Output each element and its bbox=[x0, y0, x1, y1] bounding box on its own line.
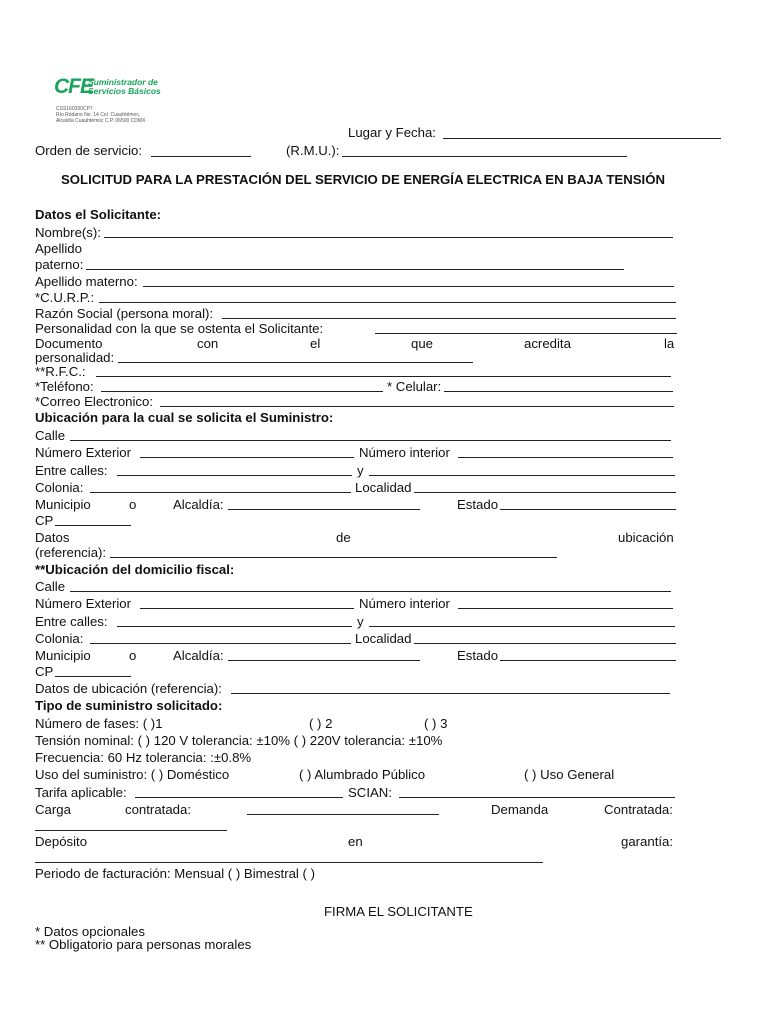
fiscal-colonia-label: Colonia: bbox=[35, 631, 84, 646]
fiscal-num-ext-field[interactable] bbox=[140, 608, 354, 609]
telefono-label: *Teléfono: bbox=[35, 379, 94, 394]
referencia-field[interactable] bbox=[110, 557, 557, 558]
tarifa-label: Tarifa aplicable: bbox=[35, 785, 127, 800]
deposito-word-1: Depósito bbox=[35, 834, 88, 849]
fiscal-colonia-field[interactable] bbox=[90, 643, 351, 644]
num-int-label: Número interior bbox=[359, 445, 450, 460]
num-ext-field[interactable] bbox=[140, 457, 354, 458]
carga-word-2: contratada: bbox=[125, 802, 191, 817]
carga-word-1: Carga bbox=[35, 802, 71, 817]
fiscal-localidad-field[interactable] bbox=[414, 643, 676, 644]
deposito-word-2: en bbox=[348, 834, 363, 849]
nota-opcionales: * Datos opcionales bbox=[35, 924, 145, 939]
alcaldia-label: Alcaldía: bbox=[173, 497, 224, 512]
rfc-label: **R.F.C.: bbox=[35, 364, 86, 379]
datos-ubicacion-word-2: de bbox=[336, 530, 351, 545]
periodo-facturacion[interactable]: Periodo de facturación: Mensual ( ) Bimestral ( ) bbox=[35, 866, 315, 881]
logo-address-3: Alcaldía Cuauhtémoc C.P. 06500 CDMX bbox=[56, 118, 146, 124]
correo-field[interactable] bbox=[160, 406, 674, 407]
uso-alumbrado-option[interactable]: ( ) Alumbrado Público bbox=[299, 767, 426, 782]
section-heading-solicitante: Datos el Solicitante: bbox=[35, 207, 162, 222]
fases-option-1[interactable]: Número de fases: ( )1 bbox=[35, 716, 163, 731]
num-int-field[interactable] bbox=[458, 457, 673, 458]
localidad-field[interactable] bbox=[414, 492, 676, 493]
calle-field[interactable] bbox=[70, 440, 671, 441]
razon-social-field[interactable] bbox=[222, 318, 676, 319]
documento-word-6: la bbox=[664, 336, 675, 351]
documento-word-5: acredita bbox=[524, 336, 571, 351]
datos-ubicacion-word-1: Datos bbox=[35, 530, 70, 545]
fiscal-calle-field[interactable] bbox=[70, 591, 671, 592]
scian-label: SCIAN: bbox=[348, 785, 392, 800]
personalidad-field[interactable] bbox=[375, 333, 677, 334]
fiscal-num-int-label: Número interior bbox=[359, 596, 450, 611]
tarifa-field[interactable] bbox=[135, 797, 343, 798]
fiscal-entre-calles-field-2[interactable] bbox=[369, 626, 675, 627]
section-heading-fiscal: **Ubicación del domicilio fiscal: bbox=[35, 562, 235, 577]
apellido-materno-label: Apellido materno: bbox=[35, 274, 138, 289]
nombre-label: Nombre(s): bbox=[35, 225, 101, 240]
nota-obligatorio: ** Obligatorio para personas morales bbox=[35, 937, 252, 952]
logo-address-2: Río Ródano No. 14 Col. Cuauhtémoc, bbox=[56, 112, 141, 118]
cfe-logo bbox=[54, 74, 184, 104]
deposito-field[interactable] bbox=[35, 862, 543, 863]
firma-label: FIRMA EL SOLICITANTE bbox=[324, 904, 473, 919]
fiscal-referencia-label: Datos de ubicación (referencia): bbox=[35, 681, 222, 696]
colonia-label: Colonia: bbox=[35, 480, 84, 495]
logo-text: Suministrador de Servicios Básicos bbox=[88, 77, 161, 96]
fases-option-2[interactable]: ( ) 2 bbox=[309, 716, 333, 731]
rmu-field[interactable] bbox=[342, 156, 627, 157]
municipio-o: o bbox=[129, 497, 137, 512]
celular-label: * Celular: bbox=[387, 379, 442, 394]
localidad-label: Localidad bbox=[355, 480, 412, 495]
curp-label: *C.U.R.P.: bbox=[35, 290, 95, 305]
fiscal-localidad-label: Localidad bbox=[355, 631, 412, 646]
colonia-field[interactable] bbox=[90, 492, 351, 493]
fiscal-estado-field[interactable] bbox=[500, 660, 676, 661]
orden-servicio-label: Orden de servicio: bbox=[35, 143, 143, 158]
uso-domestico-option[interactable]: Uso del suministro: ( ) Doméstico bbox=[35, 767, 230, 782]
cp-label: CP bbox=[35, 513, 54, 528]
num-ext-label: Número Exterior bbox=[35, 445, 132, 460]
fiscal-cp-label: CP bbox=[35, 664, 54, 679]
documento-word-4: que bbox=[411, 336, 434, 351]
estado-field[interactable] bbox=[500, 509, 676, 510]
personalidad-label: Personalidad con la que se ostenta el Solicitante: bbox=[35, 321, 324, 336]
rmu-label: (R.M.U.): bbox=[286, 143, 340, 158]
entre-calles-field-2[interactable] bbox=[369, 475, 675, 476]
referencia-label: (referencia): bbox=[35, 545, 107, 560]
demanda-field[interactable] bbox=[35, 830, 227, 831]
curp-field[interactable] bbox=[99, 302, 676, 303]
fiscal-entre-calles-label: Entre calles: bbox=[35, 614, 108, 629]
carga-field[interactable] bbox=[247, 814, 439, 815]
documento-word-3: el bbox=[310, 336, 321, 351]
lugar-fecha-label: Lugar y Fecha: bbox=[348, 125, 436, 140]
documento-word-1: Documento bbox=[35, 336, 103, 351]
documento-label-2: personalidad: bbox=[35, 350, 115, 365]
correo-label: *Correo Electronico: bbox=[35, 394, 154, 409]
section-heading-suministro: Tipo de suministro solicitado: bbox=[35, 698, 223, 713]
fiscal-estado-label: Estado bbox=[457, 648, 499, 663]
apellido-paterno-label-2: paterno: bbox=[35, 257, 84, 272]
lugar-fecha-field[interactable] bbox=[443, 138, 721, 139]
entre-calles-label: Entre calles: bbox=[35, 463, 108, 478]
entre-calles-y: y bbox=[357, 463, 364, 478]
apellido-paterno-field[interactable] bbox=[86, 269, 624, 270]
documento-word-2: con bbox=[197, 336, 219, 351]
fiscal-alcaldia-field[interactable] bbox=[228, 660, 420, 661]
apellido-paterno-label-1: Apellido bbox=[35, 241, 82, 256]
frecuencia-text: Frecuencia: 60 Hz tolerancia: :±0.8% bbox=[35, 750, 252, 765]
celular-field[interactable] bbox=[444, 391, 673, 392]
alcaldia-field[interactable] bbox=[228, 509, 420, 510]
cp-field[interactable] bbox=[55, 525, 131, 526]
deposito-word-3: garantía: bbox=[621, 834, 674, 849]
fiscal-municipio-o: o bbox=[129, 648, 137, 663]
fiscal-municipio-label: Municipio bbox=[35, 648, 91, 663]
carga-word-4: Contratada: bbox=[604, 802, 673, 817]
logo-address-1: CSS160330CP7 bbox=[56, 106, 93, 112]
fiscal-calle-label: Calle bbox=[35, 579, 66, 594]
uso-general-option[interactable]: ( ) Uso General bbox=[524, 767, 615, 782]
documento-field[interactable] bbox=[118, 362, 473, 363]
datos-ubicacion-word-3: ubicación bbox=[618, 530, 674, 545]
calle-label: Calle bbox=[35, 428, 66, 443]
fiscal-num-int-field[interactable] bbox=[458, 608, 673, 609]
estado-label: Estado bbox=[457, 497, 499, 512]
form-title: SOLICITUD PARA LA PRESTACIÓN DEL SERVICIO DE ENERGÍA ELECTRICA EN BAJA TENSIÓN bbox=[61, 172, 665, 187]
fases-option-3[interactable]: ( ) 3 bbox=[424, 716, 448, 731]
rfc-field[interactable] bbox=[96, 376, 671, 377]
fiscal-referencia-field[interactable] bbox=[231, 693, 670, 694]
razon-social-label: Razón Social (persona moral): bbox=[35, 306, 214, 321]
fiscal-entre-calles-y: y bbox=[357, 614, 364, 629]
nombre-field[interactable] bbox=[104, 237, 673, 238]
orden-servicio-field[interactable] bbox=[151, 156, 251, 157]
fiscal-cp-field[interactable] bbox=[55, 676, 131, 677]
telefono-field[interactable] bbox=[101, 391, 383, 392]
tension-options[interactable]: Tensión nominal: ( ) 120 V tolerancia: ±10% ( ) 220V tolerancia: ±10% bbox=[35, 733, 443, 748]
entre-calles-field-1[interactable] bbox=[117, 475, 352, 476]
municipio-label: Municipio bbox=[35, 497, 91, 512]
carga-word-3: Demanda bbox=[491, 802, 549, 817]
fiscal-entre-calles-field-1[interactable] bbox=[117, 626, 352, 627]
fiscal-alcaldia-label: Alcaldía: bbox=[173, 648, 224, 663]
logo-mark: CFE bbox=[54, 75, 93, 98]
apellido-materno-field[interactable] bbox=[143, 286, 674, 287]
fiscal-num-ext-label: Número Exterior bbox=[35, 596, 132, 611]
section-heading-ubicacion: Ubicación para la cual se solicita el Suministro: bbox=[35, 410, 334, 425]
scian-field[interactable] bbox=[399, 797, 675, 798]
